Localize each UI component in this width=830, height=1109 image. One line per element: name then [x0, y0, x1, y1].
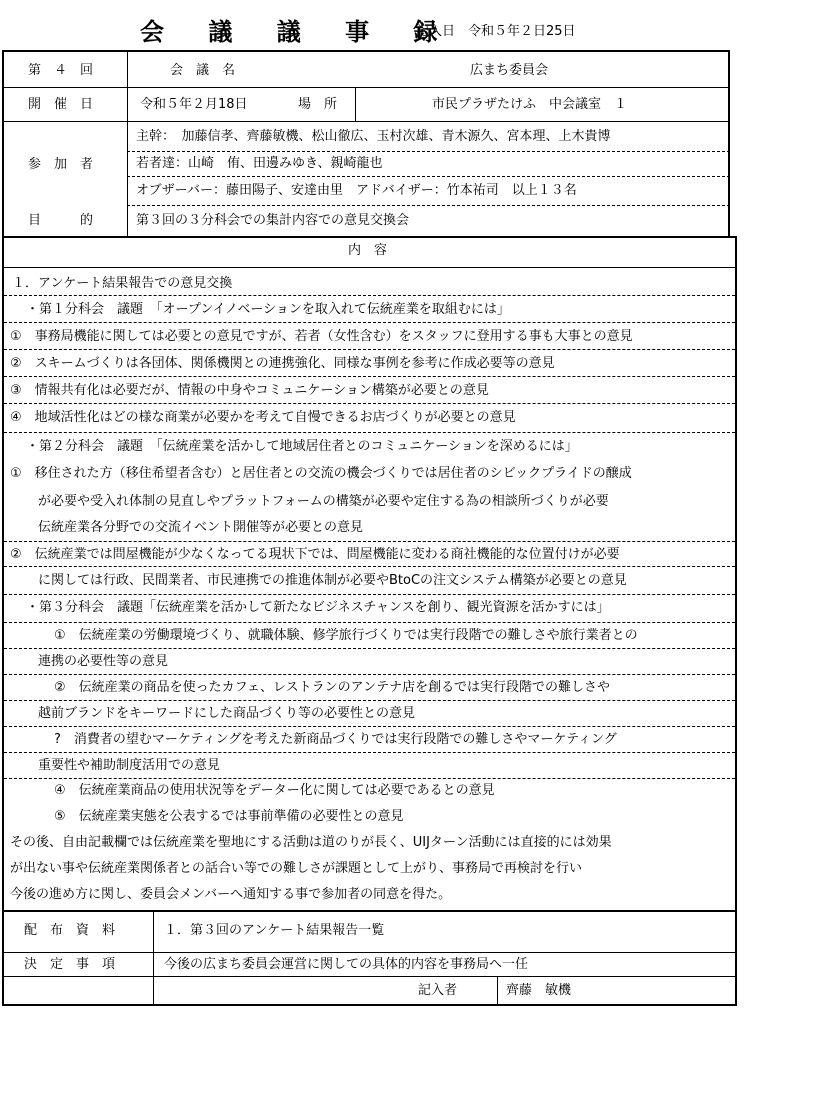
meeting-name: 広まち委員会 [470, 63, 549, 78]
content-line: ④ 地域活性化はどの様な商業が必要かを考えて自慢できるお店づくりが必要との意見 [10, 410, 516, 425]
content-header: 内 容 [348, 243, 388, 258]
content-line: 今後の進め方に関し、委員会メンバーへ通知する事で参加者の同意を得た。 [10, 887, 452, 902]
content-line: ? 消費者の望むマーケティングを考えた新商品づくりでは実行段階での難しさやマーケティング [54, 732, 617, 747]
participants-line: 若者達：山崎 侑、田邊みゆき、親崎龍也 [136, 156, 383, 171]
content-line: １．アンケート結果報告での意見交換 [12, 276, 233, 291]
held-date-label: 開 催 日 [28, 97, 94, 112]
recorder: 齊藤 敏機 [506, 983, 572, 998]
content-line: ④ 伝統産業商品の使用状況等をデーター化に関しては必要であるとの意見 [54, 783, 495, 798]
meeting-name-label: 会 議 名 [170, 63, 236, 78]
content-line: ・第１分科会 議題 「オープンイノベーションを取入れて伝統産業を取組むには」 [26, 302, 510, 317]
content-line: ② スキームづくりは各団体、関係機関との連携強化、同様な事例を参考に作成必要等の意見 [10, 356, 555, 371]
place-label: 場 所 [298, 97, 338, 112]
purpose: 第３回の３分科会での集計内容での意見交換会 [136, 213, 410, 228]
participants-line: オブザーバー：藤田陽子、安達由里 アドバイザー：竹本祐司 以上１３名 [136, 183, 577, 198]
content-line: ③ 情報共有化は必要だが、情報の中身やコミュニケーション構築が必要との意見 [10, 383, 489, 398]
content-line: その後、自由記載欄では伝統産業を聖地にする活動は道のりが長く、UIJターン活動には直接的には効果 [10, 835, 612, 850]
materials: １．第３回のアンケート結果報告一覧 [164, 923, 385, 938]
session-label: 第 ４ 回 [28, 63, 94, 78]
purpose-label: 目 的 [28, 213, 94, 228]
content-line: が必要や受入れ体制の見直しやプラットフォームの構築が必要や定住する為の相談所づくりが必要 [38, 494, 609, 509]
content-line: ・第２分科会 議題 「伝統産業を活かして地域居住者とのコミュニケーションを深めるには」 [26, 439, 578, 454]
content-line: に関しては行政、民間業者、市民連携での推進体制が必要やBtoCの注文システム構築が必要との意見 [38, 573, 627, 588]
participants-label: 参 加 者 [28, 157, 94, 172]
held-date: 令和５年２月18日 [140, 97, 248, 112]
decisions: 今後の広まち委員会運営に関しての具体的内容を事務局へ一任 [164, 957, 529, 972]
content-line: ② 伝統産業の商品を使ったカフェ、レストランのアンテナ店を創るでは実行段階での難しさや [54, 680, 610, 695]
content-line: が出ない事や伝統産業関係者との話合い等での難しさが課題として上がり、事務局で再検討を行い [10, 861, 583, 876]
content-line: 連携の必要性等の意見 [38, 654, 169, 669]
materials-label: 配 布 資 料 [24, 923, 116, 938]
participants-line: 主幹： 加藤信孝、齊藤敏機、松山徹広、玉村次雄、青木源久、宮本理、上木貴博 [136, 129, 611, 144]
content-line: ⑤ 伝統産業実態を公表するでは事前準備の必要性との意見 [54, 809, 404, 824]
content-line: ② 伝統産業では問屋機能が少なくなってる現状下では、問屋機能に変わる商社機能的な位置付けが必要 [10, 547, 620, 562]
document-title: 会 議 議 事 録 [140, 18, 456, 46]
place: 市民プラザたけふ 中会議室 １ [432, 97, 628, 112]
content-line: 重要性や補助制度活用での意見 [38, 758, 221, 773]
content-line: ① 移住された方（移住希望者含む）と居住者との交流の機会づくりでは居住者のシビックプライドの醸成 [10, 466, 632, 481]
recorder-label: 記入者 [418, 983, 458, 998]
content-line: ・第３分科会 議題「伝統産業を活かして新たなビジネスチャンスを創り、観光資源を活かすには」 [26, 600, 610, 615]
content-line: ① 事務局機能に関しては必要との意見ですが、若者（女性含む）をスタッフに登用する事も大事との意見 [10, 329, 633, 344]
content-line: 伝統産業各分野での交流イベント開催等が必要との意見 [38, 520, 364, 535]
content-line: ① 伝統産業の労働環境づくり、就職体験、修学旅行づくりでは実行段階での難しさや旅行業者との [54, 628, 638, 643]
entry-date: 記入日 令和５年２日25日 [416, 24, 576, 39]
decisions-label: 決 定 事 項 [24, 957, 116, 972]
content-line: 越前ブランドをキーワードにした商品づくり等の必要性との意見 [38, 706, 416, 721]
